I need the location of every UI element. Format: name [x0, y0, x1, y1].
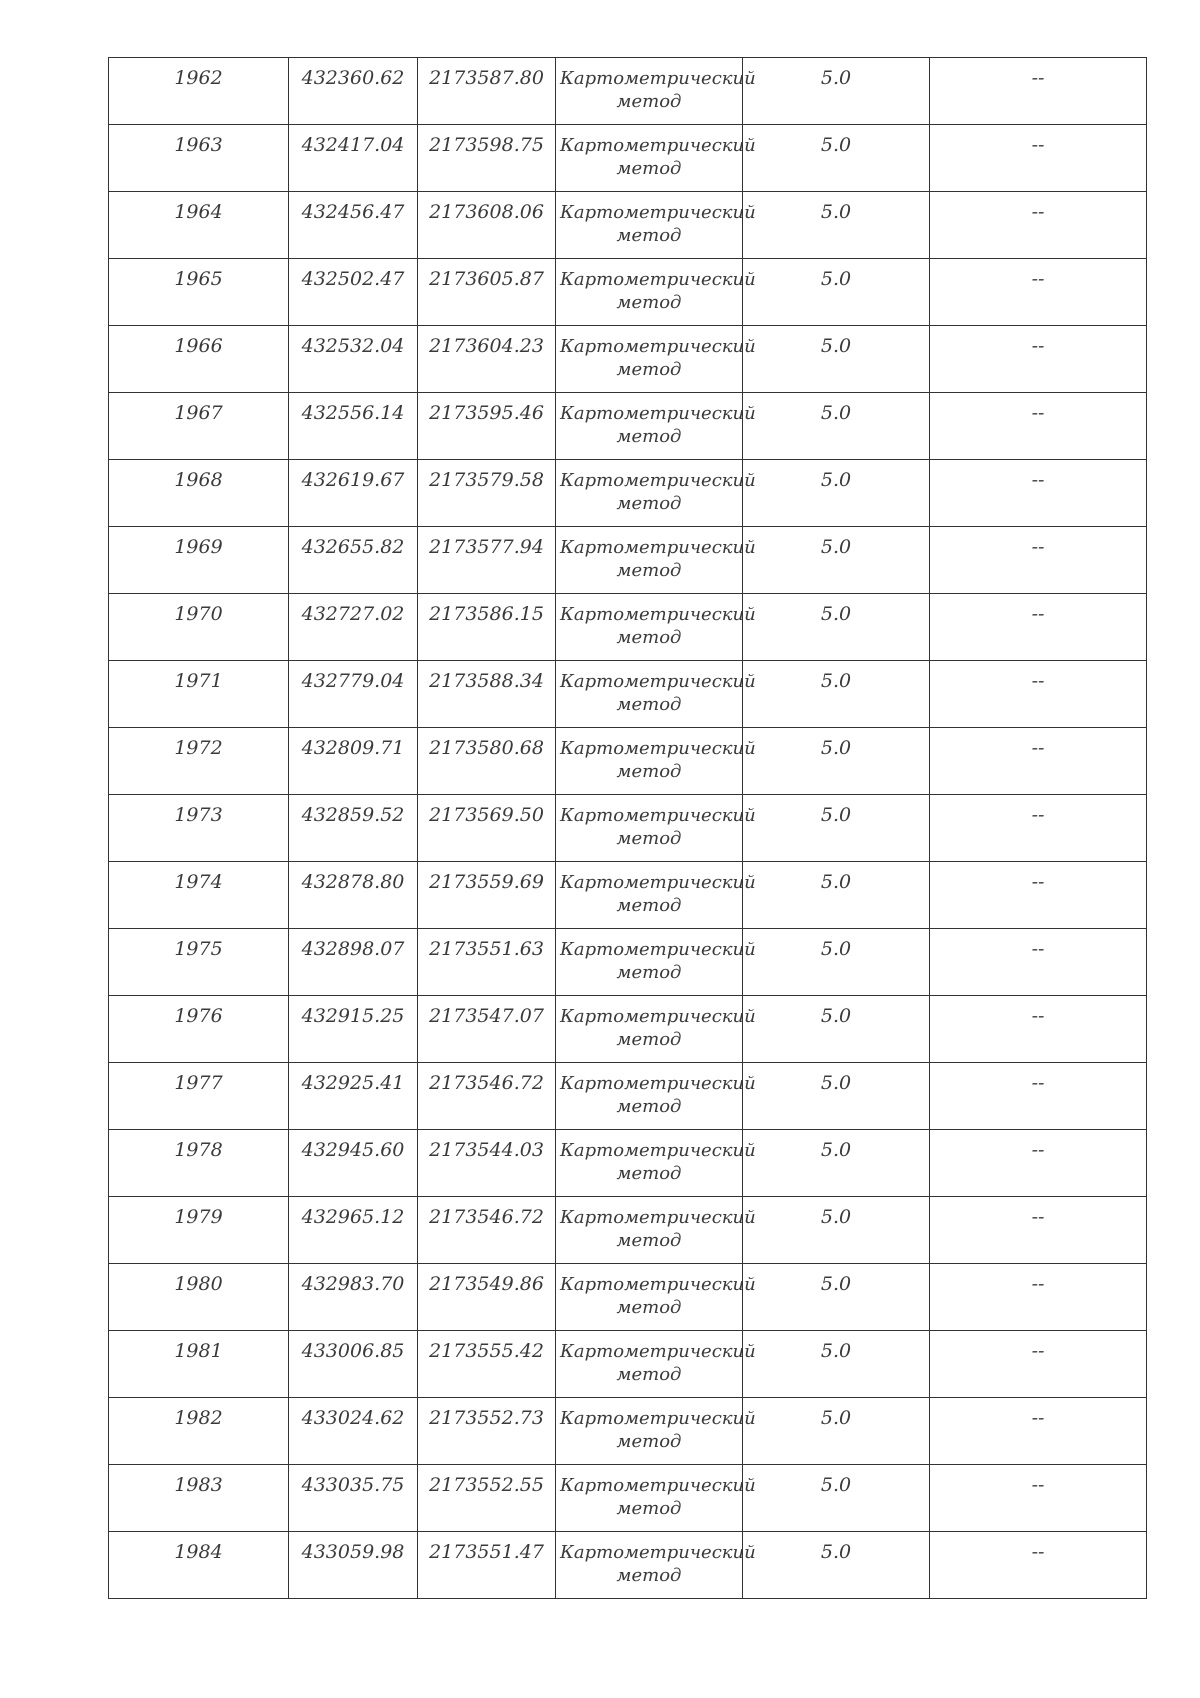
- method-line-1: Картометрический: [560, 1207, 756, 1228]
- table-row: [109, 795, 1147, 862]
- point-number-cell: 1983: [109, 1465, 289, 1532]
- y-coordinate-cell: 2173587.80: [418, 58, 556, 125]
- accuracy-cell: 5.0: [743, 661, 930, 728]
- table-row: [109, 1130, 1147, 1197]
- method-cell: [556, 460, 756, 527]
- y-coordinate-cell: 2173551.63: [418, 929, 556, 996]
- y-coordinate-cell: 2173547.07: [418, 996, 556, 1063]
- method-cell: [556, 1331, 756, 1398]
- method-line-2: метод: [616, 359, 682, 380]
- x-coordinate-cell: 432727.02: [289, 594, 418, 661]
- accuracy-cell: 5.0: [743, 393, 930, 460]
- table-row: [109, 929, 1147, 996]
- method-line-2: метод: [616, 1565, 682, 1586]
- point-number-cell: 1984: [109, 1532, 289, 1599]
- table-row: [109, 1264, 1147, 1331]
- table-row: [109, 58, 1147, 125]
- accuracy-cell: 5.0: [743, 996, 930, 1063]
- method-cell: [556, 1465, 756, 1532]
- accuracy-cell: 5.0: [743, 728, 930, 795]
- method-cell: [556, 326, 756, 393]
- table-row: [109, 125, 1147, 192]
- method-line-2: метод: [616, 560, 682, 581]
- method-cell: [556, 661, 756, 728]
- y-coordinate-cell: 2173588.34: [418, 661, 556, 728]
- y-coordinate-cell: 2173605.87: [418, 259, 556, 326]
- table-row: [109, 862, 1147, 929]
- table-row: [109, 1331, 1147, 1398]
- x-coordinate-cell: 432556.14: [289, 393, 418, 460]
- description-cell: --: [930, 862, 1147, 929]
- method-line-1: Картометрический: [560, 872, 756, 893]
- description-cell: --: [930, 996, 1147, 1063]
- y-coordinate-cell: 2173595.46: [418, 393, 556, 460]
- description-cell: --: [930, 661, 1147, 728]
- point-number-cell: 1964: [109, 192, 289, 259]
- accuracy-cell: 5.0: [743, 1532, 930, 1599]
- accuracy-cell: 5.0: [743, 1264, 930, 1331]
- method-line-2: метод: [616, 292, 682, 313]
- method-cell: [556, 1264, 756, 1331]
- point-number-cell: 1966: [109, 326, 289, 393]
- point-number-cell: 1972: [109, 728, 289, 795]
- y-coordinate-cell: 2173559.69: [418, 862, 556, 929]
- y-coordinate-cell: 2173549.86: [418, 1264, 556, 1331]
- description-cell: --: [930, 728, 1147, 795]
- method-line-2: метод: [616, 225, 682, 246]
- y-coordinate-cell: 2173586.15: [418, 594, 556, 661]
- method-line-2: метод: [616, 1029, 682, 1050]
- x-coordinate-cell: 432417.04: [289, 125, 418, 192]
- method-line-1: Картометрический: [560, 1006, 756, 1027]
- x-coordinate-cell: 432779.04: [289, 661, 418, 728]
- y-coordinate-cell: 2173604.23: [418, 326, 556, 393]
- accuracy-cell: 5.0: [743, 795, 930, 862]
- x-coordinate-cell: 432360.62: [289, 58, 418, 125]
- x-coordinate-cell: 433006.85: [289, 1331, 418, 1398]
- x-coordinate-cell: 433059.98: [289, 1532, 418, 1599]
- description-cell: --: [930, 192, 1147, 259]
- accuracy-cell: 5.0: [743, 1197, 930, 1264]
- y-coordinate-cell: 2173555.42: [418, 1331, 556, 1398]
- y-coordinate-cell: 2173577.94: [418, 527, 556, 594]
- method-line-1: Картометрический: [560, 470, 756, 491]
- accuracy-cell: 5.0: [743, 1130, 930, 1197]
- point-number-cell: 1973: [109, 795, 289, 862]
- method-line-2: метод: [616, 962, 682, 983]
- method-line-1: Картометрический: [560, 1341, 756, 1362]
- method-line-2: метод: [616, 828, 682, 849]
- table-row: [109, 527, 1147, 594]
- x-coordinate-cell: 432965.12: [289, 1197, 418, 1264]
- method-cell: [556, 527, 756, 594]
- method-cell: [556, 728, 756, 795]
- method-cell: [556, 1197, 756, 1264]
- method-line-1: Картометрический: [560, 68, 756, 89]
- description-cell: --: [930, 125, 1147, 192]
- description-cell: --: [930, 393, 1147, 460]
- description-cell: --: [930, 460, 1147, 527]
- description-cell: --: [930, 259, 1147, 326]
- x-coordinate-cell: 432945.60: [289, 1130, 418, 1197]
- accuracy-cell: 5.0: [743, 594, 930, 661]
- method-line-1: Картометрический: [560, 939, 756, 960]
- table-row: [109, 661, 1147, 728]
- table-row: [109, 1063, 1147, 1130]
- point-number-cell: 1976: [109, 996, 289, 1063]
- accuracy-cell: 5.0: [743, 1398, 930, 1465]
- method-line-1: Картометрический: [560, 1542, 756, 1563]
- method-line-2: метод: [616, 1297, 682, 1318]
- method-cell: [556, 594, 756, 661]
- point-number-cell: 1967: [109, 393, 289, 460]
- table-row: [109, 192, 1147, 259]
- description-cell: --: [930, 1130, 1147, 1197]
- method-cell: [556, 862, 756, 929]
- method-cell: [556, 1063, 756, 1130]
- y-coordinate-cell: 2173544.03: [418, 1130, 556, 1197]
- point-number-cell: 1978: [109, 1130, 289, 1197]
- y-coordinate-cell: 2173569.50: [418, 795, 556, 862]
- method-cell: [556, 996, 756, 1063]
- point-number-cell: 1963: [109, 125, 289, 192]
- table-row: [109, 1532, 1147, 1599]
- method-line-1: Картометрический: [560, 805, 756, 826]
- point-number-cell: 1969: [109, 527, 289, 594]
- accuracy-cell: 5.0: [743, 862, 930, 929]
- x-coordinate-cell: 433035.75: [289, 1465, 418, 1532]
- x-coordinate-cell: 432859.52: [289, 795, 418, 862]
- accuracy-cell: 5.0: [743, 1331, 930, 1398]
- accuracy-cell: 5.0: [743, 929, 930, 996]
- method-line-1: Картометрический: [560, 1475, 756, 1496]
- table-row: [109, 460, 1147, 527]
- description-cell: --: [930, 326, 1147, 393]
- method-cell: [556, 1398, 756, 1465]
- table-row: [109, 326, 1147, 393]
- method-cell: [556, 125, 756, 192]
- table-row: [109, 1465, 1147, 1532]
- description-cell: --: [930, 1465, 1147, 1532]
- y-coordinate-cell: 2173608.06: [418, 192, 556, 259]
- method-line-2: метод: [616, 493, 682, 514]
- method-line-1: Картометрический: [560, 738, 756, 759]
- method-line-2: метод: [616, 91, 682, 112]
- point-number-cell: 1974: [109, 862, 289, 929]
- x-coordinate-cell: 432878.80: [289, 862, 418, 929]
- description-cell: --: [930, 929, 1147, 996]
- method-line-2: метод: [616, 627, 682, 648]
- point-number-cell: 1968: [109, 460, 289, 527]
- point-number-cell: 1977: [109, 1063, 289, 1130]
- x-coordinate-cell: 432619.67: [289, 460, 418, 527]
- method-line-2: метод: [616, 1364, 682, 1385]
- method-line-1: Картометрический: [560, 1140, 756, 1161]
- description-cell: --: [930, 1331, 1147, 1398]
- method-line-1: Картометрический: [560, 537, 756, 558]
- table-row: [109, 1398, 1147, 1465]
- point-number-cell: 1962: [109, 58, 289, 125]
- method-line-1: Картометрический: [560, 1274, 756, 1295]
- method-line-1: Картометрический: [560, 1408, 756, 1429]
- method-line-2: метод: [616, 1163, 682, 1184]
- table-row: [109, 1197, 1147, 1264]
- method-cell: [556, 259, 756, 326]
- method-line-2: метод: [616, 895, 682, 916]
- method-line-1: Картометрический: [560, 671, 756, 692]
- accuracy-cell: 5.0: [743, 259, 930, 326]
- y-coordinate-cell: 2173580.68: [418, 728, 556, 795]
- point-number-cell: 1971: [109, 661, 289, 728]
- method-cell: [556, 58, 756, 125]
- description-cell: --: [930, 1532, 1147, 1599]
- description-cell: --: [930, 795, 1147, 862]
- method-line-2: метод: [616, 761, 682, 782]
- x-coordinate-cell: 432925.41: [289, 1063, 418, 1130]
- method-line-2: метод: [616, 694, 682, 715]
- method-line-2: метод: [616, 1431, 682, 1452]
- description-cell: --: [930, 1398, 1147, 1465]
- point-number-cell: 1965: [109, 259, 289, 326]
- method-line-1: Картометрический: [560, 269, 756, 290]
- method-line-1: Картометрический: [560, 336, 756, 357]
- accuracy-cell: 5.0: [743, 460, 930, 527]
- description-cell: --: [930, 1197, 1147, 1264]
- accuracy-cell: 5.0: [743, 125, 930, 192]
- x-coordinate-cell: 432898.07: [289, 929, 418, 996]
- method-line-2: метод: [616, 1230, 682, 1251]
- method-cell: [556, 393, 756, 460]
- description-cell: --: [930, 594, 1147, 661]
- y-coordinate-cell: 2173546.72: [418, 1197, 556, 1264]
- method-cell: [556, 929, 756, 996]
- coordinates-table-body: [109, 58, 1147, 1599]
- method-line-2: метод: [616, 1498, 682, 1519]
- method-cell: [556, 795, 756, 862]
- description-cell: --: [930, 1063, 1147, 1130]
- y-coordinate-cell: 2173598.75: [418, 125, 556, 192]
- method-cell: [556, 1130, 756, 1197]
- x-coordinate-cell: 432456.47: [289, 192, 418, 259]
- table-row: [109, 259, 1147, 326]
- method-line-2: метод: [616, 158, 682, 179]
- method-line-1: Картометрический: [560, 604, 756, 625]
- method-cell: [556, 192, 756, 259]
- point-number-cell: 1981: [109, 1331, 289, 1398]
- accuracy-cell: 5.0: [743, 527, 930, 594]
- table-row: [109, 594, 1147, 661]
- point-number-cell: 1980: [109, 1264, 289, 1331]
- point-number-cell: 1979: [109, 1197, 289, 1264]
- accuracy-cell: 5.0: [743, 326, 930, 393]
- accuracy-cell: 5.0: [743, 1465, 930, 1532]
- table-row: [109, 996, 1147, 1063]
- coordinates-table: [108, 57, 1147, 1599]
- description-cell: --: [930, 58, 1147, 125]
- accuracy-cell: 5.0: [743, 192, 930, 259]
- accuracy-cell: 5.0: [743, 1063, 930, 1130]
- point-number-cell: 1975: [109, 929, 289, 996]
- x-coordinate-cell: 432532.04: [289, 326, 418, 393]
- table-row: [109, 393, 1147, 460]
- x-coordinate-cell: 432655.82: [289, 527, 418, 594]
- y-coordinate-cell: 2173546.72: [418, 1063, 556, 1130]
- x-coordinate-cell: 433024.62: [289, 1398, 418, 1465]
- description-cell: --: [930, 527, 1147, 594]
- method-line-1: Картометрический: [560, 202, 756, 223]
- method-line-1: Картометрический: [560, 403, 756, 424]
- x-coordinate-cell: 432502.47: [289, 259, 418, 326]
- method-cell: [556, 1532, 756, 1599]
- y-coordinate-cell: 2173551.47: [418, 1532, 556, 1599]
- y-coordinate-cell: 2173552.55: [418, 1465, 556, 1532]
- accuracy-cell: 5.0: [743, 58, 930, 125]
- point-number-cell: 1982: [109, 1398, 289, 1465]
- point-number-cell: 1970: [109, 594, 289, 661]
- table-row: [109, 728, 1147, 795]
- x-coordinate-cell: 432915.25: [289, 996, 418, 1063]
- description-cell: --: [930, 1264, 1147, 1331]
- y-coordinate-cell: 2173552.73: [418, 1398, 556, 1465]
- method-line-2: метод: [616, 1096, 682, 1117]
- method-line-1: Картометрический: [560, 1073, 756, 1094]
- method-line-1: Картометрический: [560, 135, 756, 156]
- x-coordinate-cell: 432809.71: [289, 728, 418, 795]
- y-coordinate-cell: 2173579.58: [418, 460, 556, 527]
- x-coordinate-cell: 432983.70: [289, 1264, 418, 1331]
- method-line-2: метод: [616, 426, 682, 447]
